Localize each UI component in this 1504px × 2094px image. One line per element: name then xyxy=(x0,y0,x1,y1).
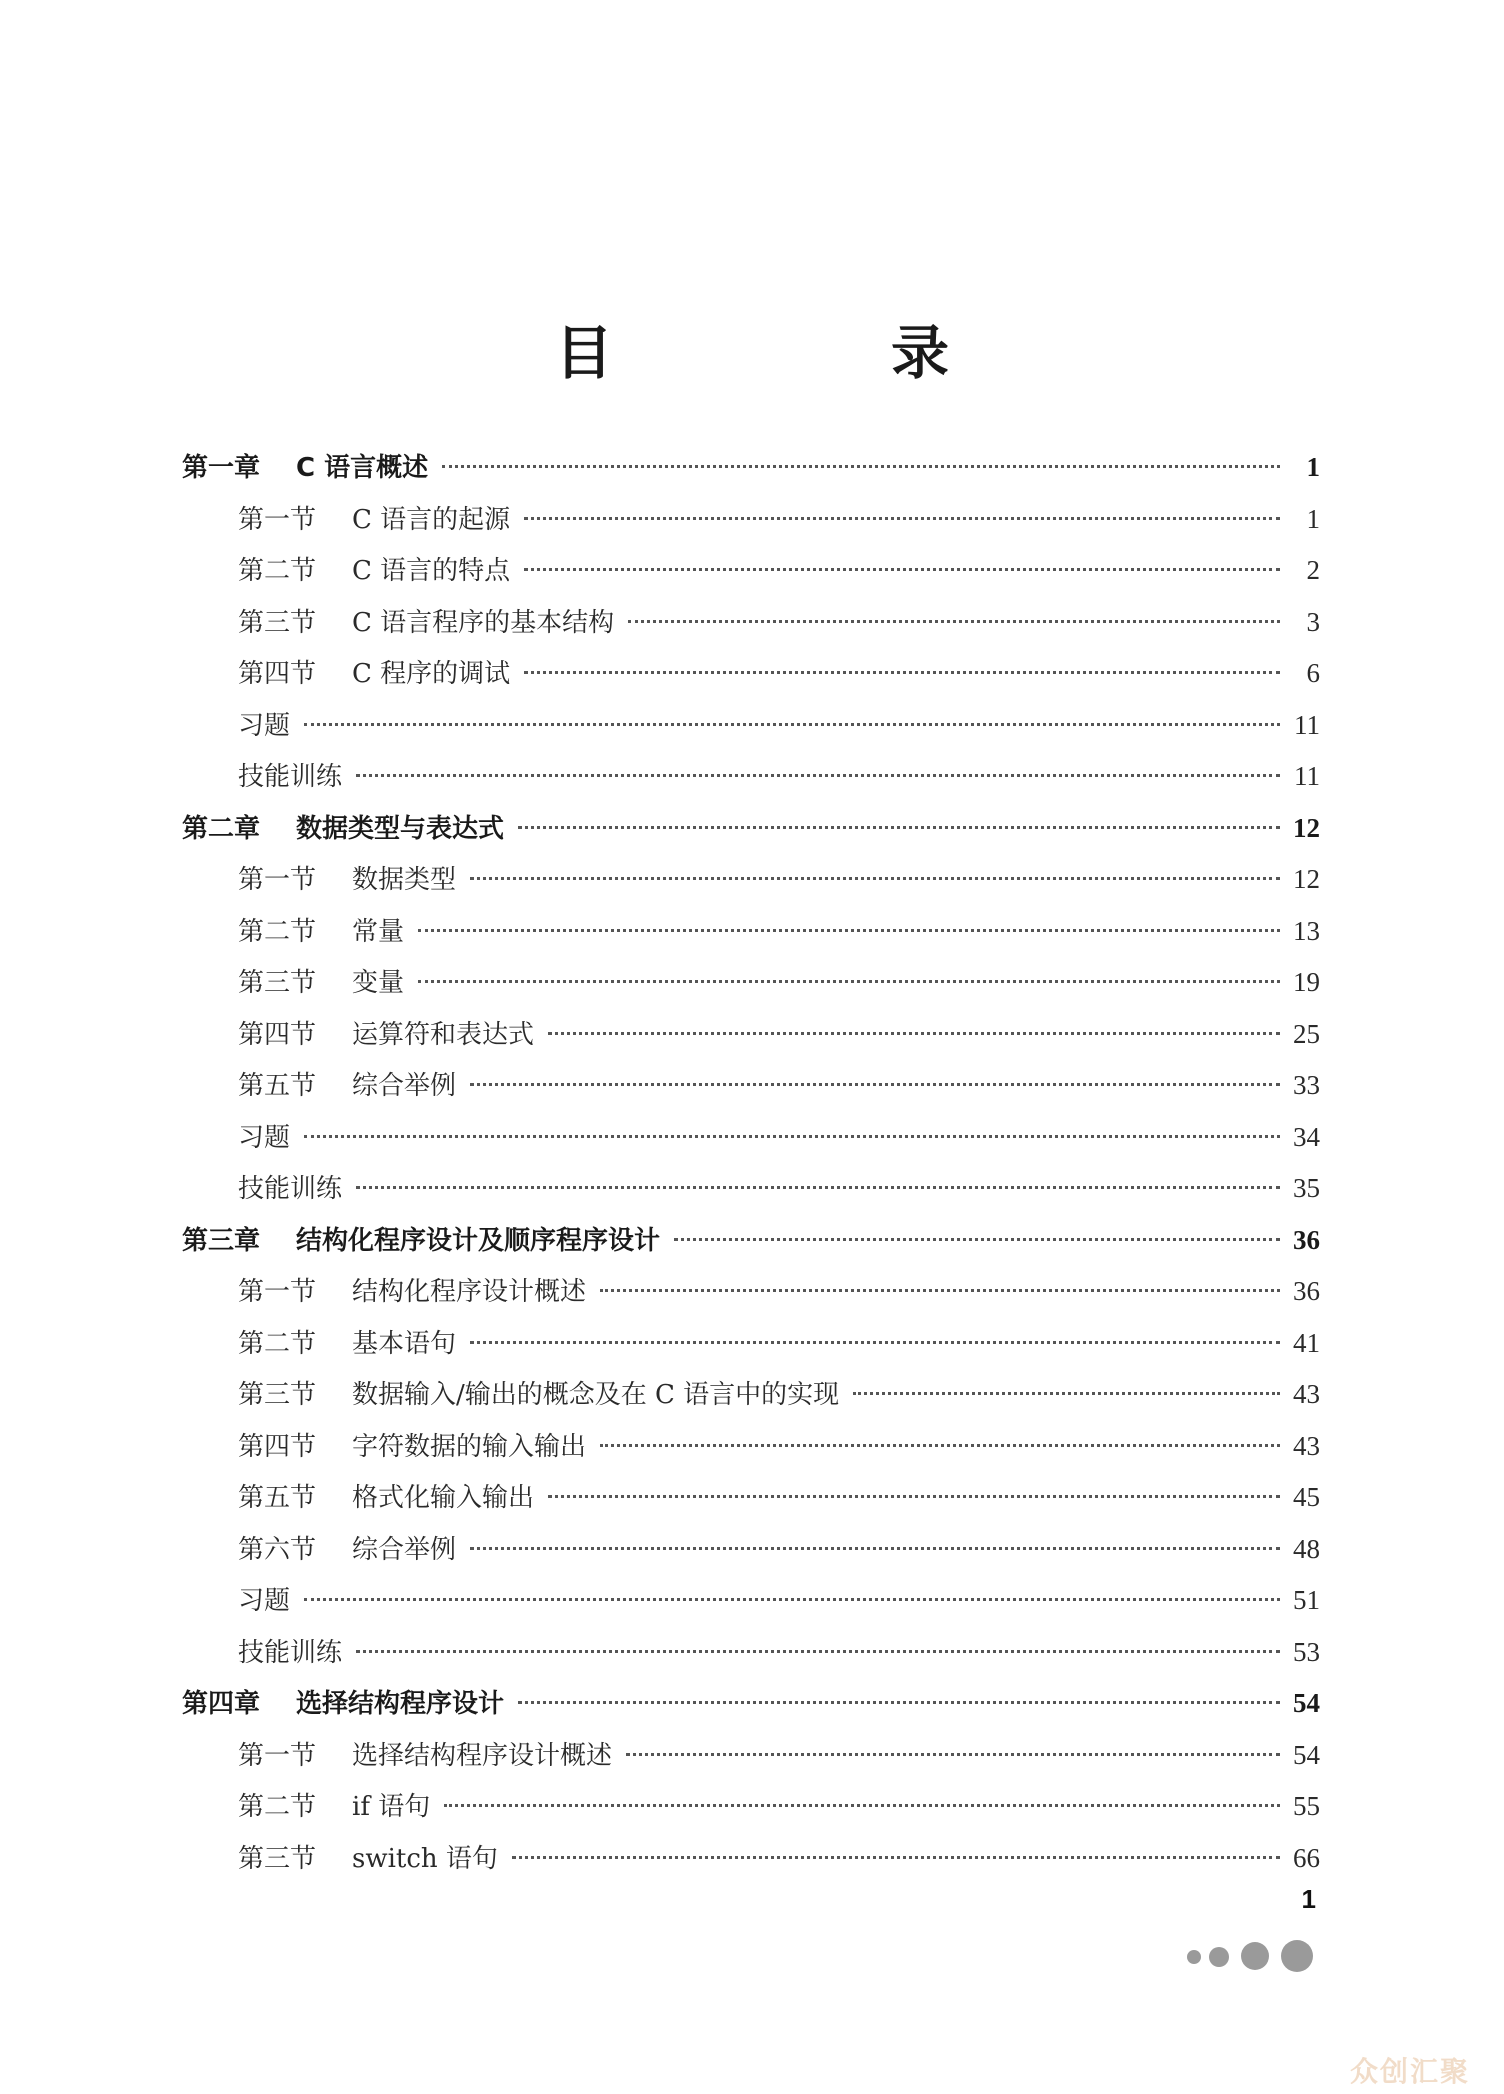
toc-entry-page: 25 xyxy=(1293,1018,1320,1049)
toc-entry-title: 技能训练 xyxy=(238,762,343,792)
toc-entry-page: 55 xyxy=(1293,1791,1320,1821)
toc-section-entry[interactable] xyxy=(182,1060,1320,1112)
toc-section-entry[interactable] xyxy=(182,1730,1320,1782)
watermark: 众创汇聚 xyxy=(1350,2055,1471,2088)
toc-entry-label: 第一节 xyxy=(238,1277,317,1307)
toc-entry-page: 13 xyxy=(1293,915,1320,946)
toc-dot-leader xyxy=(356,774,1280,777)
toc-entry-page: 54 xyxy=(1293,1739,1320,1770)
toc-entry-label: 第二章 xyxy=(182,813,261,844)
toc-section-entry[interactable] xyxy=(182,1009,1320,1061)
toc-dot-leader xyxy=(470,1547,1280,1550)
toc-entry-label: 第三节 xyxy=(238,1380,317,1410)
toc-entry-label: 第一节 xyxy=(238,504,317,535)
toc-dot-leader xyxy=(304,1135,1280,1138)
toc-entry-label: 第三节 xyxy=(238,1843,317,1874)
toc-dot-leader xyxy=(600,1289,1280,1292)
toc-entry-page: 36 xyxy=(1293,1276,1320,1306)
toc-entry-title: 结构化程序设计及顺序程序设计 xyxy=(296,1225,661,1256)
toc-entry-page: 53 xyxy=(1293,1636,1320,1667)
toc-entry-title: C 语言的起源 xyxy=(352,504,511,535)
toc-dot-leader xyxy=(674,1238,1280,1241)
toc-entry-title: 数据输入/输出的概念及在 C 语言中的实现 xyxy=(352,1380,840,1410)
toc-section-entry[interactable] xyxy=(182,648,1320,700)
toc-entry-label: 第二节 xyxy=(238,1792,317,1822)
toc-entry-title: 格式化输入输出 xyxy=(352,1483,535,1513)
toc-entry-title: 习题 xyxy=(238,710,291,741)
toc-entry-page: 2 xyxy=(1306,555,1320,585)
toc-entry-title: if 语句 xyxy=(352,1792,431,1822)
toc-chapter-entry[interactable] xyxy=(182,1215,1320,1267)
toc-dot-leader xyxy=(600,1444,1280,1447)
toc-chapter-entry[interactable] xyxy=(182,803,1320,855)
toc-entry-page: 1 xyxy=(1306,452,1320,482)
toc-entry-label: 第二节 xyxy=(238,556,317,586)
toc-list xyxy=(182,442,1320,1884)
toc-entry-label: 第四节 xyxy=(238,1019,317,1050)
toc-section-entry[interactable] xyxy=(182,700,1320,752)
toc-entry-title: 基本语句 xyxy=(352,1328,457,1359)
toc-dot-leader xyxy=(470,1083,1280,1086)
toc-dot-leader xyxy=(518,1701,1280,1704)
toc-entry-page: 11 xyxy=(1294,709,1320,740)
toc-dot-leader xyxy=(418,929,1280,932)
toc-entry-page: 6 xyxy=(1306,658,1320,688)
toc-section-entry[interactable] xyxy=(182,1112,1320,1164)
toc-section-entry[interactable] xyxy=(182,1266,1320,1318)
toc-entry-label: 第一章 xyxy=(182,453,261,483)
ornament-dot xyxy=(1187,1950,1201,1964)
toc-dot-leader xyxy=(524,517,1280,520)
toc-entry-title: 变量 xyxy=(352,968,405,998)
toc-entry-page: 51 xyxy=(1293,1585,1320,1615)
toc-entry-page: 54 xyxy=(1293,1688,1320,1718)
toc-entry-page: 43 xyxy=(1293,1430,1320,1461)
toc-section-entry[interactable] xyxy=(182,1575,1320,1627)
toc-dot-leader xyxy=(356,1650,1280,1653)
toc-entry-title: C 语言概述 xyxy=(296,453,429,483)
toc-entry-title: 综合举例 xyxy=(352,1071,457,1101)
toc-entry-title: C 程序的调试 xyxy=(352,659,511,689)
toc-dot-leader xyxy=(444,1804,1280,1807)
toc-entry-label: 第六节 xyxy=(238,1534,317,1565)
toc-dot-leader xyxy=(304,1598,1280,1601)
toc-dot-leader xyxy=(524,568,1280,571)
toc-section-entry[interactable] xyxy=(182,545,1320,597)
toc-section-entry[interactable] xyxy=(182,906,1320,958)
ornament-dot xyxy=(1281,1940,1313,1972)
toc-entry-page: 34 xyxy=(1293,1121,1320,1152)
toc-section-entry[interactable] xyxy=(182,1627,1320,1679)
toc-entry-title: 运算符和表达式 xyxy=(352,1019,535,1050)
toc-dot-leader xyxy=(524,671,1280,674)
toc-section-entry[interactable] xyxy=(182,494,1320,546)
toc-entry-title: 选择结构程序设计 xyxy=(296,1689,505,1719)
toc-entry-page: 12 xyxy=(1293,864,1320,894)
toc-chapter-entry[interactable] xyxy=(182,442,1320,494)
toc-entry-title: switch 语句 xyxy=(352,1843,498,1874)
toc-entry-page: 66 xyxy=(1293,1842,1320,1873)
toc-entry-title: C 语言程序的基本结构 xyxy=(352,607,615,638)
toc-section-entry[interactable] xyxy=(182,1318,1320,1370)
toc-entry-page: 41 xyxy=(1293,1327,1320,1358)
toc-entry-label: 第五节 xyxy=(238,1483,317,1513)
toc-entry-title: 技能训练 xyxy=(238,1637,343,1668)
toc-entry-page: 11 xyxy=(1294,761,1320,791)
toc-entry-label: 第三节 xyxy=(238,968,317,998)
toc-dot-leader xyxy=(628,620,1280,623)
toc-section-entry[interactable] xyxy=(182,1833,1320,1885)
toc-section-entry[interactable] xyxy=(182,1524,1320,1576)
toc-entry-label: 第五节 xyxy=(238,1071,317,1101)
toc-dot-leader xyxy=(518,826,1280,829)
toc-entry-title: 技能训练 xyxy=(238,1174,343,1204)
toc-entry-title: 数据类型与表达式 xyxy=(296,813,505,844)
toc-dot-leader xyxy=(470,1341,1280,1344)
toc-entry-title: C 语言的特点 xyxy=(352,556,511,586)
toc-entry-label: 第二节 xyxy=(238,1328,317,1359)
toc-entry-title: 结构化程序设计概述 xyxy=(352,1277,587,1307)
toc-section-entry[interactable] xyxy=(182,597,1320,649)
toc-section-entry[interactable] xyxy=(182,854,1320,906)
toc-entry-title: 习题 xyxy=(238,1122,291,1153)
toc-entry-page: 36 xyxy=(1293,1224,1320,1255)
toc-entry-label: 第四节 xyxy=(238,1431,317,1462)
toc-chapter-entry[interactable] xyxy=(182,1678,1320,1730)
toc-dot-leader xyxy=(853,1392,1280,1395)
toc-dot-leader xyxy=(304,723,1280,726)
toc-entry-label: 第三章 xyxy=(182,1225,261,1256)
toc-dot-leader xyxy=(470,877,1280,880)
toc-section-entry[interactable] xyxy=(182,1421,1320,1473)
page-number: 1 xyxy=(1301,1884,1316,1914)
toc-entry-title: 综合举例 xyxy=(352,1534,457,1565)
toc-entry-label: 第三节 xyxy=(238,607,317,638)
toc-section-entry[interactable] xyxy=(182,957,1320,1009)
toc-entry-label: 第一节 xyxy=(238,865,317,895)
toc-dot-leader xyxy=(626,1753,1280,1756)
toc-entry-title: 数据类型 xyxy=(352,865,457,895)
ornament-dot xyxy=(1209,1947,1229,1967)
toc-dot-leader xyxy=(512,1856,1280,1859)
toc-section-entry[interactable] xyxy=(182,1369,1320,1421)
ornament-dot xyxy=(1241,1942,1269,1970)
toc-section-entry[interactable] xyxy=(182,1472,1320,1524)
toc-section-entry[interactable] xyxy=(182,751,1320,803)
toc-entry-page: 1 xyxy=(1306,503,1320,534)
toc-entry-title: 选择结构程序设计概述 xyxy=(352,1740,613,1771)
toc-dot-leader xyxy=(548,1032,1280,1035)
toc-entry-page: 19 xyxy=(1293,967,1320,997)
toc-dot-leader xyxy=(548,1495,1280,1498)
dots-ornament xyxy=(1185,1930,1325,1970)
toc-entry-label: 第一节 xyxy=(238,1740,317,1771)
toc-entry-label: 第四节 xyxy=(238,659,317,689)
toc-entry-page: 43 xyxy=(1293,1379,1320,1409)
toc-dot-leader xyxy=(418,980,1280,983)
toc-entry-page: 48 xyxy=(1293,1533,1320,1564)
toc-section-entry[interactable] xyxy=(182,1781,1320,1833)
toc-title: 目 录 xyxy=(554,319,1059,387)
toc-section-entry[interactable] xyxy=(182,1163,1320,1215)
toc-entry-page: 33 xyxy=(1293,1070,1320,1100)
toc-entry-title: 习题 xyxy=(238,1586,291,1616)
toc-entry-label: 第二节 xyxy=(238,916,317,947)
toc-dot-leader xyxy=(356,1186,1280,1189)
toc-entry-title: 常量 xyxy=(352,916,405,947)
toc-dot-leader xyxy=(442,465,1280,468)
toc-entry-label: 第四章 xyxy=(182,1689,261,1719)
toc-entry-title: 字符数据的输入输出 xyxy=(352,1431,587,1462)
toc-entry-page: 35 xyxy=(1293,1173,1320,1203)
toc-entry-page: 12 xyxy=(1293,812,1320,843)
toc-entry-page: 3 xyxy=(1306,606,1320,637)
toc-entry-page: 45 xyxy=(1293,1482,1320,1512)
